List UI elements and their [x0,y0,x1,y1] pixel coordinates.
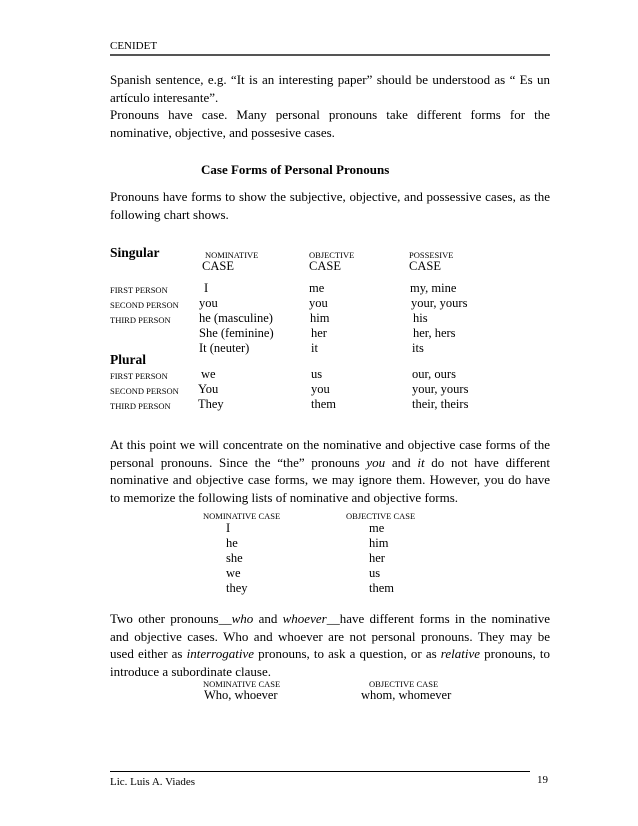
row-objective: her [311,326,327,340]
list-nominative-item: they [226,581,248,595]
nominative-header-line2: CASE [202,259,234,273]
row-objective: it [311,341,318,355]
list-nominative-item: I [226,521,231,535]
list2-nominative-value: Who, whoever [204,688,278,702]
list-objective-item: them [369,581,394,595]
row-possessive: their, theirs [412,397,469,411]
row-nominative: we [201,367,216,381]
row-possessive: your, yours [411,296,468,310]
list-nominative-header: NOMINATIVE CASE [203,511,281,521]
list-nominative-item: we [226,566,241,580]
row-person: THIRD PERSON [110,315,171,325]
concentrate-paragraph: At this point we will concentrate on the nominative and objective case forms of the personal pronouns. Since the “the” pronouns you and it do not have different nominative and objective case forms, we may ignore them. However, you do have to memorize the following lists of nominative and objective forms. [110,437,550,505]
list2-objective-header: OBJECTIVE CASE [369,679,439,689]
objective-header-line2: CASE [309,259,341,273]
list2-objective-value: whom, whomever [361,688,452,702]
section-title: Case Forms of Personal Pronouns [201,162,390,177]
row-objective: me [309,281,325,295]
list-nominative-item: she [226,551,243,565]
nominative-header-line1: NOMINATIVE [205,250,259,260]
possesive-header-line1: POSSESIVE [409,250,454,260]
row-person: SECOND PERSON [110,300,179,310]
row-person: FIRST PERSON [110,371,168,381]
footer-author: Lic. Luis A. Viades [110,776,195,788]
row-nominative: he (masculine) [199,311,273,325]
list-nominative-item: he [226,536,238,550]
row-objective: you [309,296,328,310]
list-objective-item: me [369,521,385,535]
row-person: SECOND PERSON [110,386,179,396]
row-possessive: our, ours [412,367,456,381]
list2-nominative-header: NOMINATIVE CASE [203,679,281,689]
row-nominative: It (neuter) [199,341,250,355]
row-possessive: my, mine [410,281,457,295]
plural-label: Plural [110,352,146,367]
possesive-header-line2: CASE [409,259,441,273]
row-objective: you [311,382,330,396]
page-header: CENIDET [110,40,158,52]
list-objective-item: her [369,551,385,565]
row-possessive: your, yours [412,382,469,396]
list-objective-item: us [369,566,381,580]
row-objective: us [311,367,323,381]
chart-intro-paragraph: Pronouns have forms to show the subjective, objective, and possessive cases, as the following chart shows. [110,189,550,222]
intro-paragraph-1: Spanish sentence, e.g. “It is an interesting paper” should be understood as “ Es un artículo interesante”. [110,72,550,105]
page-number: 19 [537,774,548,786]
header-rule [110,54,550,56]
who-whoever-paragraph: Two other pronouns__who and whoever__have different forms in the nominative and objective cases. Who and whoever are not personal pronouns. They may be used either as interrogative pronouns, to ask a question, or as relative pronouns, to introduce a subordinate clause. [110,611,551,679]
row-nominative: I [204,281,209,295]
singular-label: Singular [110,245,160,260]
row-nominative: You [198,382,219,396]
row-person: THIRD PERSON [110,401,171,411]
row-possessive: her, hers [413,326,456,340]
row-nominative: They [198,397,224,411]
list-objective-header: OBJECTIVE CASE [346,511,416,521]
list-objective-item: him [369,536,389,550]
row-possessive: his [413,311,428,325]
row-possessive: its [412,341,424,355]
row-objective: him [310,311,330,325]
row-objective: them [311,397,336,411]
row-nominative: She (feminine) [199,326,274,340]
row-person: FIRST PERSON [110,285,168,295]
row-nominative: you [199,296,218,310]
intro-paragraph-2: Pronouns have case. Many personal pronouns take different forms for the nominative, objective, and possesive cases. [110,107,550,140]
objective-header-line1: OBJECTIVE [309,250,355,260]
footer-rule [110,771,530,772]
